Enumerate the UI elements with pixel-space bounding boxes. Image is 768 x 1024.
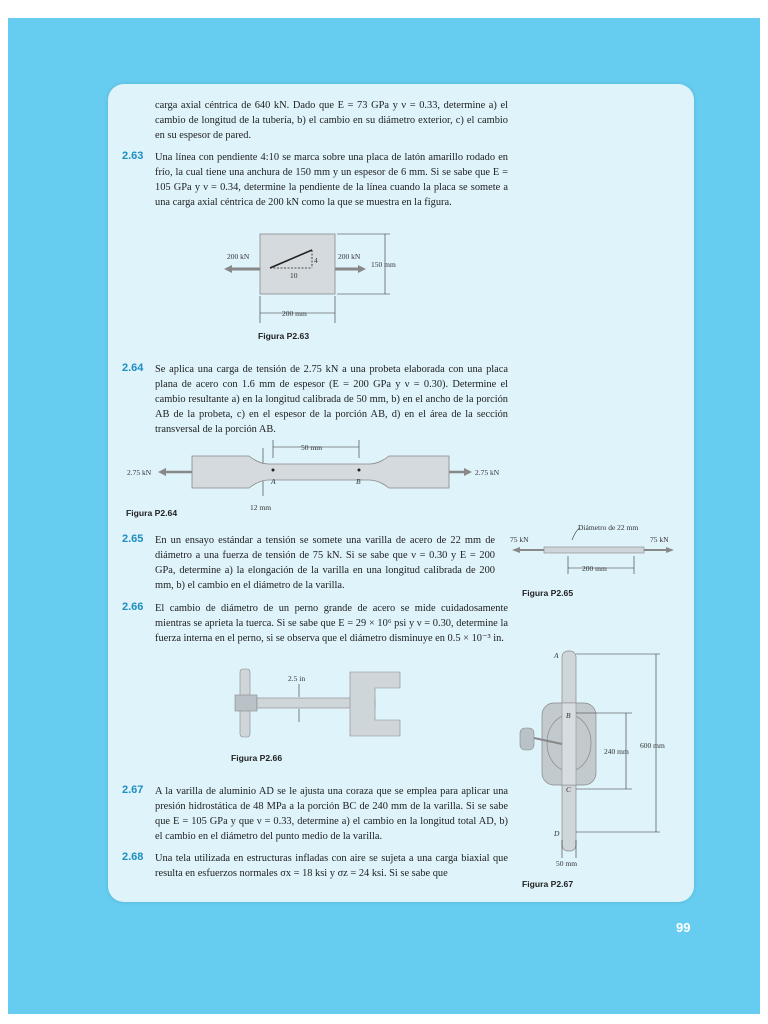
point-b-marker [358,469,361,472]
figure-caption-p2-65: Figura P2.65 [522,588,574,598]
left-load-label: 2.75 kN [127,468,152,477]
right-arrow-head [666,547,674,553]
bolt-head-hex [235,695,257,711]
point-d-label: D [554,829,560,838]
width-label: 200 mm [282,309,307,318]
problem-text-2-63: Una línea con pendiente 4:10 se marca sobre una placa de latón amarillo rodado en frío, la cual tiene una anchura de 150 mm y un espesor de 6 mm. Si se sabe que E = 105 GPa y ν = 0.34, determine la pendiente de la línea cuando la placa se somete a una carga axial céntrica de 200 kN como la que se muestra en la figura. [155,152,508,208]
figure-p2-67 [510,646,682,876]
problem-number-2-68: 2.68 [122,851,144,863]
problem-text-2-64: Se aplica una carga de tensión de 2.75 kN a una probeta elaborada con una placa plana de acero con 1.6 mm de espesor (E = 200 GPa y ν = 0.30). Determine el cambio resultante a) en la longitud calibrada de 50 mm, b) en el ancho de la porción AB de la probeta, c) en el espesor de la porción AB, d) en el área de la sección transversal de la porción AB. [155,364,508,435]
left-load-label: 75 kN [510,535,529,544]
steel-rod [544,547,644,553]
problem-number-2-66: 2.66 [122,601,144,613]
problem-number-2-63: 2.63 [122,150,144,162]
total-length-label: 600 mm [640,741,665,750]
diameter-label: 2.5 in [288,674,306,683]
problem-text-2-65: En un ensayo estándar a tensión se somete una varilla de acero de 22 mm de diámetro a una fuerza de tensión de 75 kN. Si se sabe que ν = 0.30 y E = 200 GPa, determine a) la elongación de la varilla en una longitud calibrada de 200 mm, b) el cambio en el diámetro de la varilla. [155,535,495,591]
slope-run-label: 10 [290,271,298,280]
page-number: 99 [676,920,691,935]
bc-length-label: 240 mm [604,747,629,756]
figure-p2-64 [124,436,514,514]
figure-p2-66 [225,664,405,746]
figure-caption-p2-63: Figura P2.63 [258,331,310,341]
height-label: 150 mm [371,260,396,269]
figure-caption-p2-67: Figura P2.67 [522,879,574,889]
width-label: 12 mm [250,503,272,512]
problem-number-2-67: 2.67 [122,784,144,796]
point-a-label: A [554,651,559,660]
left-arrow-head [158,468,166,476]
figure-caption-p2-66: Figura P2.66 [231,753,283,763]
right-load-label: 75 kN [650,535,669,544]
length-label: 200 mm [582,564,607,573]
figure-p2-65 [508,520,680,582]
problem-text-2-67: A la varilla de aluminio AD se le ajusta una coraza que se emplea para aplicar una presión hidrostática de 48 MPa a la porción BC de 240 mm de la varilla. Si se sabe que E = 105 GPa y que ν = 0.33, determine a) el cambio en la longitud total AD, b) el cambio en el diámetro del punto medio de la varilla. [155,786,508,842]
problem-number-2-65: 2.65 [122,533,144,545]
problem-text-2-68: Una tela utilizada en estructuras infladas con aire se sujeta a una carga biaxial que resulta en esfuerzos normales σx = 18 ksi y σz = 24 ksi. Si se sabe que [155,853,508,879]
problem-number-2-64: 2.64 [122,362,144,374]
slope-rise-label: 4 [314,256,318,265]
specimen [192,456,449,488]
left-arrow-head [224,265,232,273]
right-arrow-head [464,468,472,476]
point-c-label: C [566,785,572,794]
right-load-label: 2.75 kN [475,468,500,477]
right-load-label: 200 kN [338,252,361,261]
left-arrow-head [512,547,520,553]
intro-paragraph: carga axial céntrica de 640 kN. Dado que E = 73 GPa y ν = 0.33, determine a) el cambio de longitud de la tubería, b) el cambio en su diámetro exterior, c) el cambio en su espesor de pared. [155,100,508,141]
right-arrow-head [358,265,366,273]
diameter-label: 50 mm [556,859,578,868]
point-a-label: A [271,477,276,486]
point-b-label: B [566,711,571,720]
point-a-marker [272,469,275,472]
brass-plate [260,234,335,294]
gage-label: 50 mm [301,443,323,452]
problem-text-2-66: El cambio de diámetro de un perno grande de acero se mide cuidadosamente mientras se aprieta la tuerca. Si se sabe que E = 29 × 10⁶ psi y ν = 0.30, determine la fuerza interna en el perno, si se observa que el diámetro disminuye en 0.5 × 10⁻³ in. [155,603,508,644]
figure-p2-63 [220,228,396,328]
c-frame [350,672,400,736]
point-b-label: B [356,477,361,486]
pressure-fitting [520,728,534,750]
diameter-label: Diámetro de 22 mm [578,523,639,532]
figure-caption-p2-64: Figura P2.64 [126,508,178,518]
left-load-label: 200 kN [227,252,250,261]
